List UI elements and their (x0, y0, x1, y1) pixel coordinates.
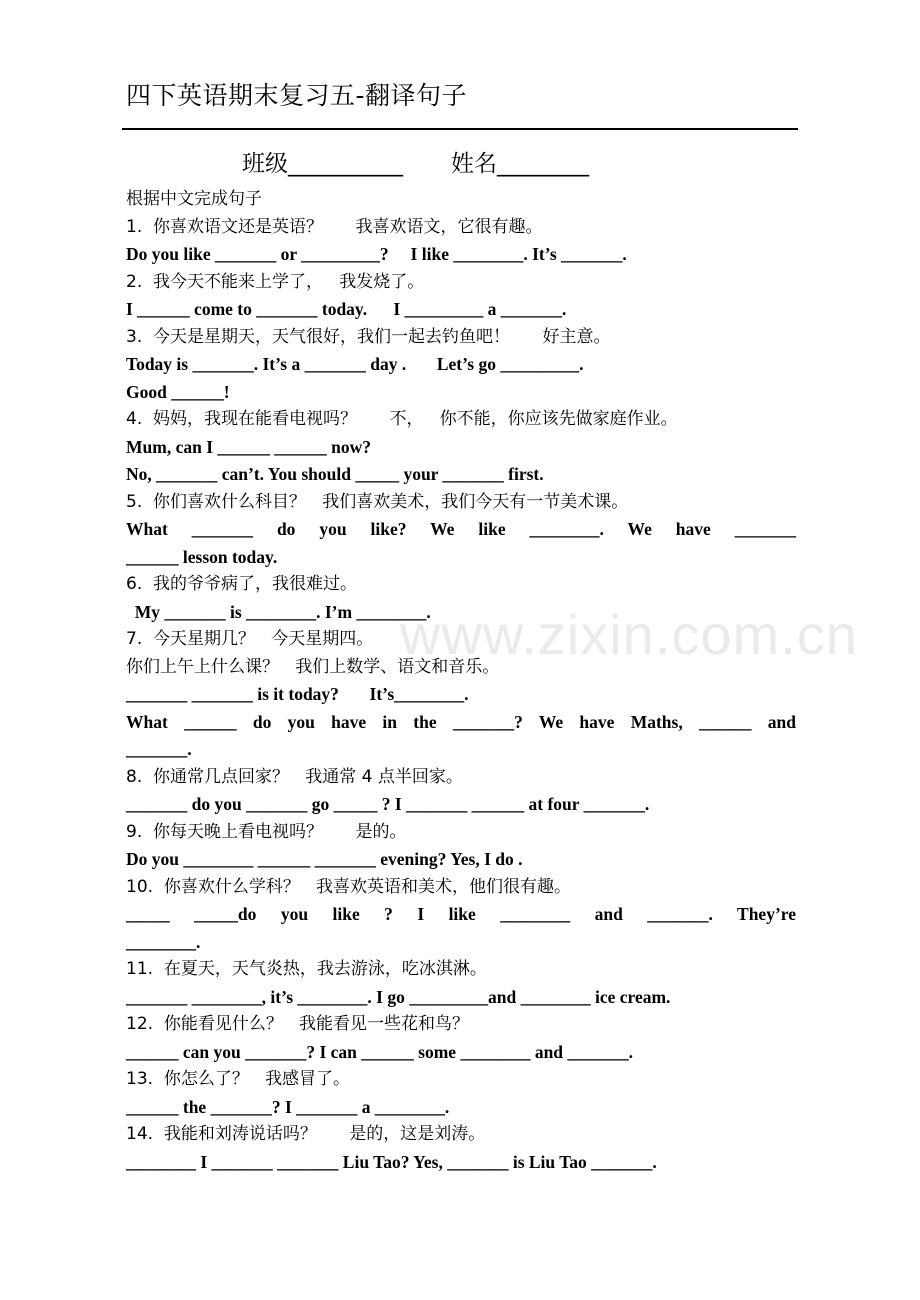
english-answer-line: ________ I _______ _______ Liu Tao? Yes, _______ is Liu Tao _______. (126, 1151, 657, 1172)
chinese-prompt-line: 11. 在夏天，天气炎热，我去游泳，吃冰淇淋。 (126, 959, 487, 979)
english-answer-line: _______. (126, 739, 192, 759)
worksheet-title: 四下英语期末复习五-翻译句子 (126, 81, 468, 110)
english-answer-line: My _______ is ________. I’m ________. (126, 601, 431, 622)
english-answer-line: Do you like _______ or _________? I like ________. It’s _______. (126, 244, 627, 264)
english-answer-line: ________. (126, 931, 201, 952)
chinese-prompt-line: 10. 你喜欢什么学科？ 我喜欢英语和美术，他们很有趣。 (126, 876, 572, 897)
class-field: 班级__________ (242, 151, 403, 177)
chinese-prompt-line: 14. 我能和刘涛说话吗？ 是的，这是刘涛。 (126, 1124, 486, 1144)
watermark: www.zixin.com.cn (400, 603, 858, 666)
english-answer-line: Mum, can I ______ ______ now? (126, 436, 372, 457)
chinese-prompt-line: 12. 你能看见什么？ 我能看见一些花和鸟？ (126, 1014, 470, 1034)
english-answer-line: ______ can you _______? I can ______ some ________ and _______. (126, 1041, 634, 1062)
chinese-prompt-line: 3. 今天是星期天，天气很好，我们一起去钓鱼吧！ 好主意。 (126, 326, 611, 347)
english-answer-line: _______ ________, it’s ________. I go _________and ________ ice cream. (126, 986, 671, 1007)
chinese-prompt-line: 7. 今天星期几？ 今天星期四。 (126, 629, 374, 649)
chinese-prompt-line: 8. 你通常几点回家？ 我通常 4 点半回家。 (126, 766, 463, 787)
chinese-prompt-line: 9. 你每天晚上看电视吗？ 是的。 (126, 821, 407, 842)
english-answer-line: ______ lesson today. (126, 546, 278, 567)
chinese-prompt-line: 6. 我的爷爷病了，我很难过。 (126, 574, 358, 594)
name-field: 姓名________ (451, 151, 589, 177)
chinese-prompt-line: 1. 你喜欢语文还是英语？ 我喜欢语文，它很有趣。 (126, 216, 543, 237)
english-answer-line: Do you ________ ______ _______ evening? Yes, I do . (126, 849, 523, 869)
english-answer-line: _____ _____do you like ? I like ________ and _______. They’re (126, 904, 796, 924)
instruction-text: 根据中文完成句子 (126, 189, 262, 209)
english-answer-line: What _______ do you like? We like ________. We have _______ (126, 519, 796, 539)
chinese-prompt-line: 4. 妈妈，我现在能看电视吗？ 不， 你不能，你应该先做家庭作业。 (126, 409, 678, 429)
chinese-prompt-line: 5. 你们喜欢什么科目？ 我们喜欢美术，我们今天有一节美术课。 (126, 491, 629, 512)
english-answer-line: Good ______! (126, 381, 230, 402)
english-answer-line: _______ do you _______ go _____ ? I _______ ______ at four _______. (126, 794, 650, 814)
english-answer-line: I ______ come to _______ today. I _________ a _______. (126, 299, 567, 319)
english-answer-line: ______ the _______? I _______ a ________. (126, 1096, 450, 1117)
chinese-prompt-line: 2. 我今天不能来上学了， 我发烧了。 (126, 271, 425, 292)
exercise-lines (126, 214, 796, 1177)
chinese-prompt-line: 你们上午上什么课？ 我们上数学、语文和音乐。 (126, 656, 500, 677)
title-divider (122, 128, 798, 130)
english-answer-line: _______ _______ is it today? It’s________. (126, 684, 469, 704)
student-info-row (242, 145, 589, 178)
english-answer-line: No, _______ can’t. You should _____ your _______ first. (126, 464, 544, 484)
exercise-body (126, 186, 796, 1176)
chinese-prompt-line: 13. 你怎么了？ 我感冒了。 (126, 1069, 351, 1089)
english-answer-line: What ______ do you have in the _______? We have Maths, ______ and (126, 711, 796, 732)
english-answer-line: Today is _______. It’s a _______ day . Let’s go _________. (126, 354, 584, 374)
